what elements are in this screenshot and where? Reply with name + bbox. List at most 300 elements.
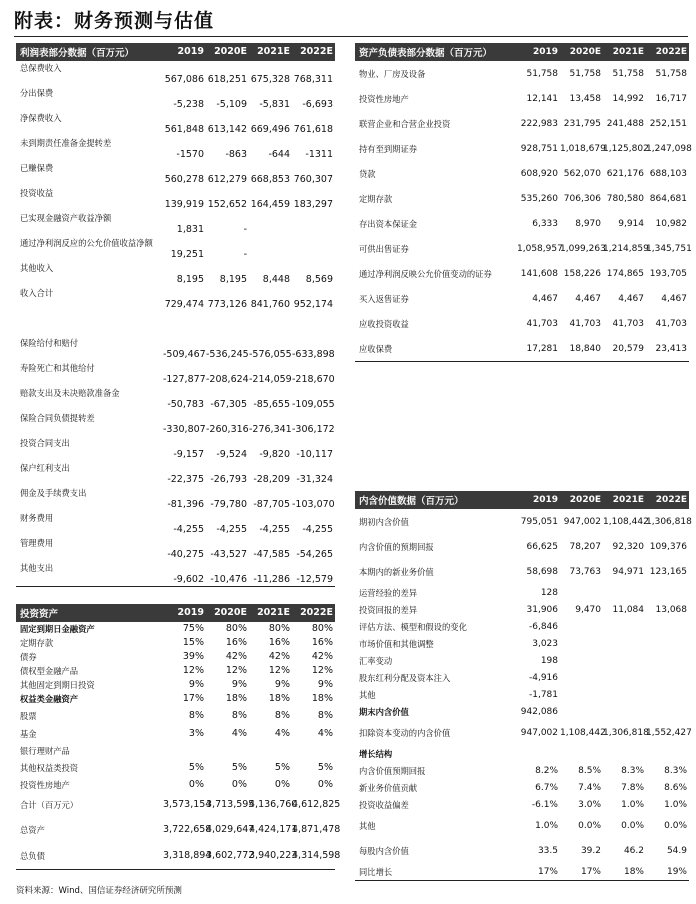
embedded-cell: 7.4%	[578, 782, 601, 793]
assets-cell: 42%	[225, 651, 247, 662]
embedded-cell: -1,781	[528, 689, 558, 700]
embedded-row	[355, 796, 689, 813]
embedded-row	[355, 635, 689, 652]
assets-row	[16, 759, 335, 776]
assets-cell: 3,318,894	[163, 850, 212, 861]
assets-cell: 17%	[182, 693, 204, 704]
embedded-row-label: 内含价值的预期回报	[359, 541, 434, 552]
embedded-cell: 947,002	[563, 516, 601, 527]
income-col-2019: 2019	[177, 46, 204, 57]
income-cell: -5,238	[173, 99, 204, 110]
embedded-row-label: 每股内含价值	[359, 845, 409, 856]
income-row	[16, 311, 335, 336]
assets-cell: 4,029,647	[206, 824, 255, 835]
assets-cell: 39%	[182, 651, 204, 662]
balance-cell: 1,099,263	[560, 243, 606, 254]
assets-cell: 42%	[268, 651, 290, 662]
assets-cell: 9%	[317, 679, 333, 690]
balance-cell: 14,992	[612, 93, 644, 104]
embedded-col-2021e: 2021E	[612, 495, 644, 505]
embedded-row	[355, 509, 692, 534]
income-cell: -9,157	[173, 449, 204, 460]
assets-cell: 3,573,154	[163, 799, 212, 810]
income-cell: -11,286	[253, 574, 290, 585]
embedded-row-label: 增长结构	[359, 748, 393, 759]
assets-cell: 4,136,760	[249, 799, 298, 810]
assets-row	[16, 678, 335, 692]
assets-row-label: 权益类金融资产	[20, 694, 79, 704]
assets-row-label: 债券	[20, 652, 37, 662]
embedded-cell: 1,108,442	[603, 516, 649, 527]
balance-row-label: 贷款	[359, 168, 376, 179]
income-row-label: 寿险死亡和其他给付	[20, 363, 95, 373]
income-cell: -81,396	[167, 499, 204, 510]
income-row	[16, 86, 335, 111]
income-row-label: 通过净利润反应的公允价值收益净额	[20, 238, 153, 248]
balance-title: 资产负债表部分数据（百万元）	[359, 48, 493, 59]
income-cell: -67,305	[210, 399, 247, 410]
balance-cell: 1,125,802	[603, 143, 649, 154]
income-cell: -218,670	[292, 374, 335, 385]
assets-row-label: 投资性房地产	[20, 779, 70, 790]
embedded-cell: 39.2	[580, 845, 601, 856]
embedded-row	[355, 686, 689, 703]
income-row	[16, 236, 335, 261]
balance-cell: 41,703	[655, 318, 687, 329]
balance-cell: 1,214,859	[603, 243, 649, 254]
assets-bottom-rule	[16, 869, 335, 870]
balance-cell: 1,018,679	[560, 143, 606, 154]
income-cell: 761,618	[293, 124, 333, 135]
income-cell: -43,527	[210, 549, 247, 560]
income-row	[16, 336, 335, 361]
income-cell: 613,142	[207, 124, 247, 135]
embedded-row-label: 运营经验的差异	[359, 587, 418, 598]
income-cell: 760,307	[293, 174, 333, 185]
balance-cell: 174,865	[606, 268, 644, 279]
balance-cell: 535,260	[520, 193, 558, 204]
income-row	[16, 61, 335, 86]
income-cell: -127,877	[163, 374, 206, 385]
embedded-row-label: 其他	[359, 820, 376, 831]
income-cell: -5,831	[259, 99, 290, 110]
income-cell: -536,245	[206, 349, 249, 360]
embedded-col-2019: 2019	[532, 495, 558, 505]
assets-col-2021e: 2021E	[257, 607, 290, 618]
embedded-row-label: 投资收益偏差	[359, 799, 409, 810]
embedded-cell: 17%	[537, 866, 558, 877]
income-cell: 567,086	[164, 74, 204, 85]
income-row	[16, 261, 335, 286]
income-cell: -12,579	[296, 574, 333, 585]
assets-cell: 12%	[311, 665, 333, 676]
balance-cell: 9,914	[618, 218, 644, 229]
assets-cell: 8%	[188, 709, 204, 721]
assets-row	[16, 692, 335, 706]
assets-title: 投资资产	[20, 609, 59, 620]
income-cell: 164,459	[250, 199, 290, 210]
assets-cell: 80%	[311, 623, 333, 634]
balance-header	[355, 43, 689, 61]
income-title: 利润表部分数据（百万元）	[20, 48, 135, 59]
income-cell: 8,448	[262, 274, 290, 285]
assets-row	[16, 793, 341, 817]
assets-cell: 75%	[182, 623, 204, 634]
income-cell: 560,278	[164, 174, 204, 185]
assets-row	[16, 706, 335, 725]
embedded-row-label: 市场价值和其他调整	[359, 638, 434, 649]
assets-header	[16, 604, 335, 622]
income-cell: -87,705	[253, 499, 290, 510]
assets-cell: 4%	[274, 727, 290, 739]
income-cell: 952,174	[293, 299, 333, 310]
income-cell: 729,474	[164, 299, 204, 310]
embedded-cell: -4,916	[528, 672, 558, 683]
embedded-cell: 9,470	[575, 604, 601, 615]
assets-cell: 42%	[311, 651, 333, 662]
assets-cell: 8%	[317, 709, 333, 721]
assets-row	[16, 776, 335, 793]
income-row-label: 财务费用	[20, 513, 54, 523]
embedded-row	[355, 779, 689, 796]
income-cell: -509,467	[163, 349, 206, 360]
embedded-row-label: 新业务价值贡献	[359, 782, 418, 793]
embedded-row	[355, 618, 689, 635]
income-cell: -22,375	[167, 474, 204, 485]
income-statement-table	[16, 43, 335, 587]
income-row-label: 保险合同负债提转差	[20, 413, 95, 423]
embedded-cell: 1.0%	[535, 820, 558, 831]
balance-cell: 688,103	[649, 168, 687, 179]
assets-col-2022e: 2022E	[300, 607, 333, 618]
balance-row-label: 应收投资收益	[359, 318, 409, 329]
income-cell: -50,783	[167, 399, 204, 410]
balance-row	[355, 111, 689, 136]
assets-cell: 15%	[182, 637, 204, 648]
balance-cell: 41,703	[612, 318, 644, 329]
income-cell: -31,324	[296, 474, 333, 485]
assets-cell: 3,602,772	[206, 850, 255, 861]
income-row	[16, 511, 335, 536]
embedded-col-2022e: 2022E	[655, 495, 687, 505]
assets-cell: 18%	[268, 693, 290, 704]
embedded-value-table	[355, 491, 692, 881]
income-cell: 618,251	[207, 74, 247, 85]
income-cell: -9,820	[259, 449, 290, 460]
balance-cell: 4,467	[575, 293, 601, 304]
income-cell: 19,251	[170, 249, 204, 260]
income-row-label: 投资合同支出	[20, 438, 70, 448]
income-row	[16, 486, 335, 511]
embedded-cell: 7.8%	[621, 782, 644, 793]
embedded-header	[355, 491, 689, 509]
balance-row-label: 应收保费	[359, 343, 393, 354]
assets-cell: 3%	[188, 727, 204, 739]
balance-cell: 41,703	[526, 318, 558, 329]
assets-cell: 9%	[274, 679, 290, 690]
balance-cell: 51,758	[612, 68, 644, 79]
assets-row-label: 其他权益类投资	[20, 762, 79, 773]
balance-cell: 141,608	[520, 268, 558, 279]
income-cell: -9,524	[216, 449, 247, 460]
assets-row	[16, 622, 335, 636]
income-cell: -5,109	[216, 99, 247, 110]
balance-cell: 20,579	[612, 343, 644, 354]
embedded-title: 内含价值数据（百万元）	[359, 496, 464, 507]
embedded-cell: 31,906	[526, 604, 558, 615]
embedded-row	[355, 652, 689, 669]
balance-cell: 252,151	[649, 118, 687, 129]
embedded-row	[355, 838, 689, 863]
income-cell: -863	[225, 149, 247, 160]
balance-cell: 864,681	[649, 193, 687, 204]
assets-row	[16, 742, 335, 759]
balance-cell: 222,983	[520, 118, 558, 129]
investment-assets-table	[16, 604, 341, 870]
balance-sheet-table	[355, 43, 692, 362]
assets-cell: 0%	[317, 778, 333, 790]
income-row-label: 赔款支出及未决赔款准备金	[20, 388, 120, 398]
balance-col-2022e: 2022E	[655, 47, 687, 57]
income-row-label: 未到期责任准备金提转差	[20, 138, 112, 148]
income-cell: -6,693	[302, 99, 333, 110]
income-cell: -40,275	[167, 549, 204, 560]
income-row-label: 分出保费	[20, 88, 54, 98]
balance-cell: 12,141	[526, 93, 558, 104]
income-header	[16, 43, 335, 61]
income-row	[16, 286, 335, 311]
assets-cell: 8%	[231, 709, 247, 721]
embedded-row-label: 股东红利分配及资本注入	[359, 672, 451, 683]
income-cell: -1311	[305, 149, 333, 160]
embedded-row	[355, 669, 689, 686]
balance-cell: 10,982	[655, 218, 687, 229]
balance-row	[355, 161, 689, 186]
balance-row	[355, 286, 689, 311]
income-row-label: 已赚保费	[20, 163, 54, 173]
income-row-label: 其他支出	[20, 563, 54, 573]
balance-row-label: 投资性房地产	[359, 93, 409, 104]
embedded-cell: -6.1%	[531, 799, 558, 810]
income-row	[16, 436, 335, 461]
assets-row-label: 股票	[20, 710, 37, 721]
assets-cell: 0%	[231, 778, 247, 790]
embedded-cell: 1,306,818	[603, 727, 649, 738]
income-cell: -10,117	[296, 449, 333, 460]
embedded-cell: 942,086	[520, 706, 558, 717]
embedded-cell: 0.0%	[578, 820, 601, 831]
embedded-cell: 1,552,427	[646, 727, 692, 738]
income-cell: -276,341	[249, 424, 292, 435]
embedded-cell: -6,846	[528, 621, 558, 632]
assets-cell: 16%	[225, 637, 247, 648]
income-row	[16, 136, 335, 161]
assets-cell: 18%	[225, 693, 247, 704]
assets-cell: 18%	[311, 693, 333, 704]
embedded-row-label: 其他	[359, 689, 376, 700]
assets-cell: 16%	[268, 637, 290, 648]
income-row-label: 已实现金融资产收益净额	[20, 213, 112, 223]
assets-cell: 3,722,658	[163, 824, 212, 835]
income-cell: 668,853	[250, 174, 290, 185]
balance-cell: 51,758	[526, 68, 558, 79]
balance-cell: 16,717	[655, 93, 687, 104]
income-row-label: 管理费用	[20, 538, 54, 548]
income-cell: -306,172	[292, 424, 335, 435]
balance-row-label: 通过净利润反映公允价值变动的证券	[359, 268, 492, 279]
embedded-cell: 58,698	[526, 566, 558, 577]
balance-cell: 17,281	[526, 343, 558, 354]
balance-cell: 13,458	[569, 93, 601, 104]
assets-cell: 9%	[231, 679, 247, 690]
balance-row-label: 持有至到期证券	[359, 143, 418, 154]
balance-row	[355, 311, 689, 336]
assets-row	[16, 817, 341, 843]
income-cell: -109,055	[292, 399, 335, 410]
income-cell: 152,652	[207, 199, 247, 210]
assets-row	[16, 664, 335, 678]
balance-row	[355, 61, 689, 86]
balance-row-label: 联营企业和合营企业投资	[359, 118, 451, 129]
balance-cell: 706,306	[563, 193, 601, 204]
balance-cell: 1,345,751	[646, 243, 692, 254]
income-row-label: 保险给付和赔付	[20, 338, 79, 348]
page-title: 附表：财务预测与估值	[14, 10, 215, 32]
balance-cell: 4,467	[618, 293, 644, 304]
balance-bottom-rule	[355, 361, 689, 362]
income-row	[16, 186, 335, 211]
embedded-cell: 128	[540, 587, 558, 598]
assets-cell: 4,612,825	[292, 799, 341, 810]
assets-col-2020e: 2020E	[214, 607, 247, 618]
assets-row-label: 银行理财产品	[20, 745, 70, 756]
embedded-cell: 8.6%	[664, 782, 687, 793]
embedded-cell: 73,763	[569, 566, 601, 577]
assets-row-label: 总负债	[20, 851, 45, 861]
income-row-label: 其他收入	[20, 263, 54, 273]
income-cell: 669,496	[250, 124, 290, 135]
balance-row-label: 物业、厂房及设备	[359, 68, 426, 79]
income-cell: -54,265	[296, 549, 333, 560]
assets-cell: 5%	[188, 761, 204, 773]
assets-cell: 4%	[317, 727, 333, 739]
embedded-cell: 0.0%	[621, 820, 644, 831]
assets-cell: 5%	[274, 761, 290, 773]
embedded-cell: 6.7%	[535, 782, 558, 793]
balance-row	[355, 136, 692, 161]
income-row-label	[16, 311, 163, 312]
balance-row	[355, 86, 689, 111]
income-cell: -9,602	[173, 574, 204, 585]
balance-cell: 158,226	[563, 268, 601, 279]
embedded-cell: 8.5%	[578, 765, 601, 776]
embedded-cell: 3.0%	[578, 799, 601, 810]
assets-row-label: 总资产	[20, 825, 45, 835]
assets-cell: 4,314,598	[292, 850, 341, 861]
income-rows	[16, 61, 335, 587]
embedded-row	[355, 813, 689, 838]
balance-cell: 8,970	[575, 218, 601, 229]
assets-cell: 4,871,478	[292, 824, 341, 835]
assets-row	[16, 650, 335, 664]
balance-row-label: 定期存款	[359, 193, 393, 204]
source-note: 资料来源：Wind、国信证券经济研究所预测	[16, 886, 182, 896]
embedded-row	[355, 720, 692, 745]
embedded-cell: 19%	[666, 866, 687, 877]
embedded-row	[355, 584, 689, 601]
income-cell: 841,760	[250, 299, 290, 310]
income-cell: -330,807	[163, 424, 206, 435]
embedded-cell: 1.0%	[621, 799, 644, 810]
balance-rows	[355, 61, 692, 362]
embedded-row-label: 评估方法、模型和假设的变化	[359, 621, 467, 632]
embedded-row-label: 投资回报的差异	[359, 604, 418, 615]
income-cell: -85,655	[253, 399, 290, 410]
income-row	[16, 111, 335, 136]
income-row	[16, 161, 335, 186]
income-cell: 768,311	[293, 74, 333, 85]
income-cell: -47,585	[253, 549, 290, 560]
embedded-cell: 94,971	[612, 566, 644, 577]
embedded-cell: 109,376	[649, 541, 687, 552]
income-row	[16, 461, 335, 486]
assets-row-label: 其他固定到期日投资	[20, 680, 95, 690]
income-row	[16, 561, 335, 586]
income-cell: -26,793	[210, 474, 247, 485]
income-cell: -4,255	[259, 524, 290, 535]
assets-col-2019: 2019	[177, 607, 204, 618]
balance-cell: 621,176	[606, 168, 644, 179]
title-divider	[14, 36, 688, 37]
income-cell: 8,195	[176, 274, 204, 285]
assets-row-label: 基金	[20, 728, 37, 739]
income-row-label: 佣金及手续费支出	[20, 488, 87, 498]
balance-row	[355, 336, 689, 361]
income-row-label: 保户红利支出	[20, 463, 70, 473]
balance-cell: 4,467	[661, 293, 687, 304]
balance-cell: 780,580	[606, 193, 644, 204]
assets-cell: 0%	[274, 778, 290, 790]
embedded-cell: 11,084	[612, 604, 644, 615]
assets-row	[16, 636, 335, 650]
income-cell: -214,059	[249, 374, 292, 385]
income-cell: -	[243, 224, 247, 235]
assets-cell: 12%	[268, 665, 290, 676]
assets-cell: 16%	[311, 637, 333, 648]
assets-cell: 8%	[274, 709, 290, 721]
balance-cell: 231,795	[563, 118, 601, 129]
income-cell: -4,255	[302, 524, 333, 535]
assets-cell: 4,424,171	[249, 824, 298, 835]
balance-row-label: 存出资本保证金	[359, 218, 418, 229]
balance-cell: 41,703	[569, 318, 601, 329]
assets-cell: 80%	[268, 623, 290, 634]
assets-cell: 4%	[231, 727, 247, 739]
embedded-row	[355, 762, 689, 779]
income-cell: 675,328	[250, 74, 290, 85]
balance-cell: 193,705	[649, 268, 687, 279]
embedded-row-label: 扣除资本变动的内含价值	[359, 727, 451, 738]
balance-row	[355, 261, 689, 286]
income-cell: -	[243, 249, 247, 260]
embedded-cell: 13,068	[655, 604, 687, 615]
assets-row-label: 固定到期日金融资产	[20, 624, 95, 634]
income-cell: 773,126	[207, 299, 247, 310]
embedded-cell: 795,051	[520, 516, 558, 527]
income-cell: 1,831	[176, 224, 204, 235]
balance-cell: 1,247,098	[646, 143, 692, 154]
assets-cell: 5%	[317, 761, 333, 773]
